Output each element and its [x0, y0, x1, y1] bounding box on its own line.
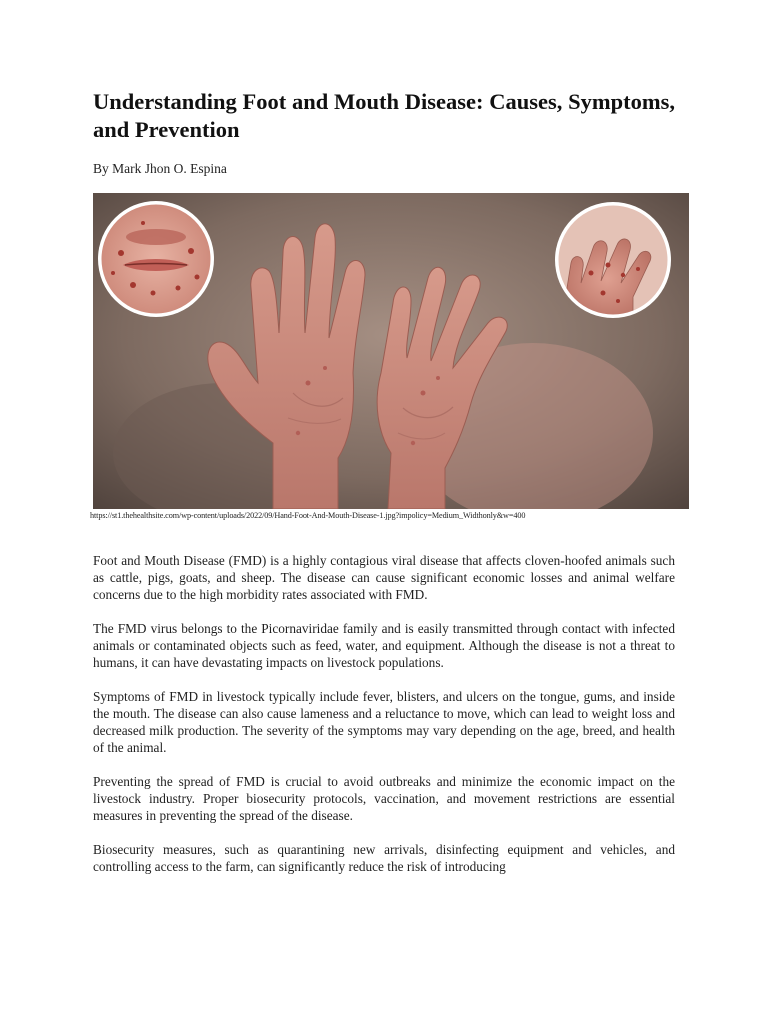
author-byline: By Mark Jhon O. Espina	[93, 161, 227, 176]
paragraph: Symptoms of FMD in livestock typically include fever, blisters, and ulcers on the tongue, gums, and inside the mouth. The disease can also cause lameness and a reluctance to move, which can lead to weight loss and decreased milk production. The severity of the symptoms may vary depending on the age, breed, and health of the animal.	[93, 689, 675, 755]
article-photo	[93, 193, 689, 509]
paragraph: Preventing the spread of FMD is crucial to avoid outbreaks and minimize the economic impact on the livestock industry. Proper biosecurity protocols, vaccination, and movement restrictions are essential measures in preventing the spread of the disease.	[93, 774, 675, 823]
mouth-lesions-inset	[98, 201, 214, 317]
paragraph: Foot and Mouth Disease (FMD) is a highly contagious viral disease that affects cloven-hoofed animals such as cattle, pigs, goats, and sheep. The disease can cause significant economic losses and animal welfare concerns due to the high morbidity rates associated with FMD.	[93, 553, 675, 602]
article-body	[93, 552, 675, 892]
paragraph: Biosecurity measures, such as quarantining new arrivals, disinfecting equipment and vehicles, and controlling access to the farm, can significantly reduce the risk of introducing	[93, 842, 675, 874]
paragraph: The FMD virus belongs to the Picornaviridae family and is easily transmitted through contact with infected animals or contaminated objects such as feed, water, and equipment. Although the disease is not a threat to humans, it can have devastating impacts on livestock populations.	[93, 621, 675, 670]
page-title: Understanding Foot and Mouth Disease: Causes, Symptoms, and Prevention	[93, 89, 675, 142]
hand-lesions-inset	[555, 202, 671, 318]
image-source-caption: https://st1.thehealthsite.com/wp-content/uploads/2022/09/Hand-Foot-And-Mouth-Disease-1.jpg?impolicy=Medium_Widthonly&w=400	[90, 511, 526, 520]
